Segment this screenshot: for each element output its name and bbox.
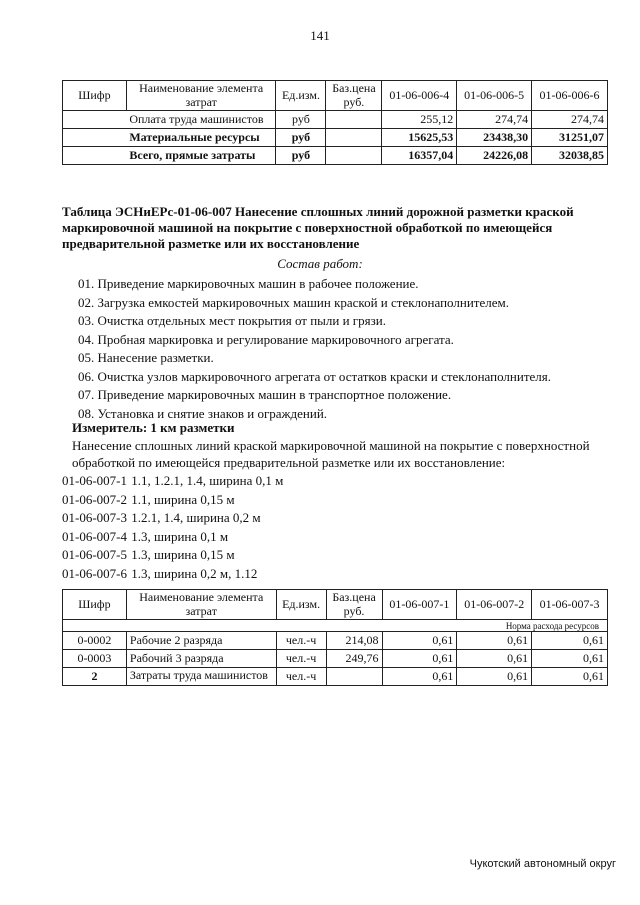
table-row	[63, 668, 608, 686]
item-text: 1.1, ширина 0,15 м	[131, 491, 235, 507]
item-code: 01-06-007-5	[62, 547, 127, 562]
row-name: Рабочие 2 разряда	[126, 632, 276, 650]
row-value: 15625,53	[382, 129, 457, 147]
item-text: 1.3, ширина 0,1 м	[131, 528, 229, 544]
footer-region: Чукотский автономный округ	[469, 858, 616, 870]
row-value: 23438,30	[457, 129, 532, 147]
measure-unit: Измеритель: 1 км разметки	[72, 420, 235, 435]
header-unit: Ед.изм.	[276, 590, 326, 620]
norm-label: Норма расхода ресурсов	[63, 620, 608, 632]
row-unit: чел.-ч	[276, 650, 326, 668]
table-row	[63, 129, 608, 147]
row-unit: чел.-ч	[276, 668, 326, 686]
row-code: 0-0002	[63, 632, 127, 650]
item-code: 01-06-007-3	[62, 510, 127, 525]
list-item	[62, 528, 283, 547]
row-name: Оплата труда машинистов	[126, 111, 276, 129]
page-number: 141	[310, 28, 330, 43]
list-item	[62, 472, 283, 491]
list-item: 03. Очистка отдельных мест покрытия от пыли и грязи.	[78, 313, 386, 328]
header-col2: 01-06-006-5	[457, 81, 532, 111]
item-text: 1.3, ширина 0,15 м	[131, 547, 235, 562]
row-value: 24226,08	[457, 147, 532, 165]
row-name: Рабочий 3 разряда	[126, 650, 276, 668]
description: Нанесение сплошных линий краской маркировочной машиной на покрытие с поверхностной обработкой по имеющейся предварительной разметке или их восстановление:	[72, 438, 590, 470]
header-name: Наименование элемента затрат	[126, 81, 276, 111]
row-value: 274,74	[532, 111, 608, 129]
item-text: 1.3, ширина 0,2 м, 1.12	[131, 565, 258, 581]
list-item: 04. Пробная маркировка и регулирование маркировочного агрегата.	[78, 331, 454, 347]
table-caption: Таблица ЭСНиЕРс-01-06-007 Нанесение сплошных линий дорожной разметки краской маркировочной машиной на покрытие с поверхностной обработкой по имеющейся предварительной разметке или их восстановление	[62, 204, 574, 251]
row-value: 0,61	[457, 668, 532, 686]
list-item	[62, 509, 283, 528]
list-item	[62, 565, 283, 584]
list-item: 07. Приведение маркировочных машин в транспортное положение.	[78, 387, 452, 402]
list-item: 08. Установка и снятие знаков и ограждений.	[78, 405, 328, 421]
header-price: Баз.цена руб.	[326, 590, 382, 620]
row-value: 0,61	[457, 632, 532, 650]
item-code: 01-06-007-1	[62, 473, 127, 488]
header-name: Наименование элемента затрат	[126, 590, 276, 620]
table-row	[63, 650, 608, 668]
item-code: 01-06-007-2	[62, 491, 127, 507]
row-value: 16357,04	[382, 147, 457, 165]
header-price: Баз.цена руб.	[326, 81, 382, 111]
row-value: 0,61	[532, 668, 608, 686]
row-value: 31251,07	[532, 129, 608, 147]
cost-summary-table	[62, 80, 608, 165]
list-item	[62, 546, 283, 565]
item-code: 01-06-007-4	[62, 528, 127, 544]
row-name: Материальные ресурсы	[126, 129, 276, 147]
table-header-row	[63, 590, 608, 620]
row-name: Всего, прямые затраты	[126, 147, 276, 165]
row-unit: руб	[276, 147, 326, 165]
table-header-row	[63, 81, 608, 111]
row-code: 2	[63, 668, 127, 686]
header-col3: 01-06-007-3	[532, 590, 608, 620]
row-unit: руб	[276, 129, 326, 147]
list-item: 05. Нанесение разметки.	[78, 350, 214, 365]
header-col1: 01-06-007-1	[382, 590, 457, 620]
item-text: 1.1, 1.2.1, 1.4, ширина 0,1 м	[131, 473, 284, 488]
code-list	[62, 472, 283, 583]
list-item: 01. Приведение маркировочных машин в рабочее положение.	[78, 276, 419, 291]
row-value: 274,74	[457, 111, 532, 129]
list-item	[62, 491, 283, 510]
header-col1: 01-06-006-4	[382, 81, 457, 111]
row-value: 0,61	[532, 632, 608, 650]
row-value: 0,61	[457, 650, 532, 668]
header-code: Шифр	[63, 81, 127, 111]
norm-label-row	[63, 620, 608, 632]
row-price: 249,76	[326, 650, 382, 668]
table-row	[63, 632, 608, 650]
row-value: 0,61	[532, 650, 608, 668]
item-code: 01-06-007-6	[62, 565, 127, 581]
row-value: 0,61	[382, 632, 457, 650]
row-code: 0-0003	[63, 650, 127, 668]
item-text: 1.2.1, 1.4, ширина 0,2 м	[131, 510, 261, 525]
table-row	[63, 147, 608, 165]
row-price: 214,08	[326, 632, 382, 650]
table-row	[63, 111, 608, 129]
resource-norms-table	[62, 589, 608, 686]
header-code: Шифр	[63, 590, 127, 620]
list-item: 02. Загрузка емкостей маркировочных машин краской и стеклонаполнителем.	[78, 294, 509, 310]
row-name: Затраты труда машинистов	[126, 668, 276, 686]
list-item: 06. Очистка узлов маркировочного агрегата от остатков краски и стеклонаполнителя.	[78, 368, 552, 384]
work-list	[78, 275, 551, 423]
row-unit: чел.-ч	[276, 632, 326, 650]
row-value: 32038,85	[532, 147, 608, 165]
row-value: 255,12	[382, 111, 457, 129]
row-value: 0,61	[382, 650, 457, 668]
row-price	[326, 668, 382, 686]
work-composition-title: Состав работ:	[277, 256, 363, 271]
header-col3: 01-06-006-6	[532, 81, 608, 111]
row-value: 0,61	[382, 668, 457, 686]
header-unit: Ед.изм.	[276, 81, 326, 111]
header-col2: 01-06-007-2	[457, 590, 532, 620]
row-unit: руб	[276, 111, 326, 129]
